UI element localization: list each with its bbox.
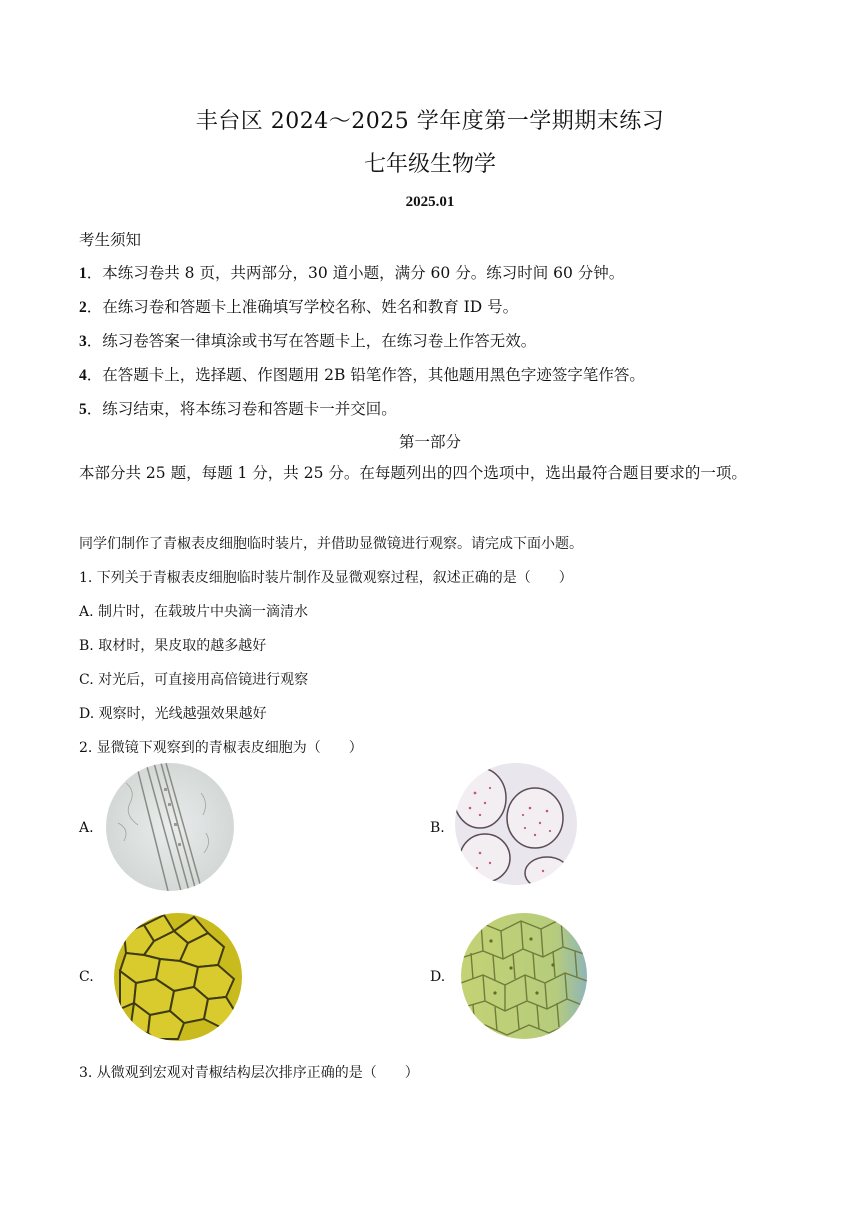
exam-title: 丰台区 2024～2025 学年度第一学期期末练习 — [195, 109, 665, 134]
question-1-option-c: C. 对光后，可直接用高倍镜进行观察 — [79, 672, 309, 688]
notice-item — [79, 261, 624, 283]
micrograph-a-image — [106, 763, 234, 891]
notice-item — [79, 397, 397, 419]
question-2-label-b: B. — [430, 820, 445, 836]
notice-item — [79, 329, 536, 351]
question-1-option-d: D. 观察时，光线越强效果越好 — [79, 706, 267, 722]
notice-heading: 考生须知 — [79, 231, 142, 249]
question-2-label-d: D. — [430, 969, 446, 985]
question-1-option-a: A. 制片时，在载玻片中央滴一滴清水 — [79, 604, 309, 620]
question-context: 同学们制作了青椒表皮细胞临时装片，并借助显微镜进行观察。请完成下面小题。 — [79, 536, 583, 552]
question-2-label-a: A. — [79, 820, 94, 836]
part-intro: 本部分共 25 题，每题 1 分，共 25 分。在每题列出的四个选项中，选出最符合题目要求的一项。 — [79, 464, 747, 482]
notice-item-text: ．在练习卷和答题卡上准确填写学校名称、姓名和教育 ID 号。 — [86, 298, 519, 316]
notice-item-number: 1 — [79, 265, 87, 282]
part-heading: 第一部分 — [398, 433, 461, 451]
question-2-label-c: C. — [79, 969, 94, 985]
notice-item — [79, 295, 518, 317]
exam-subtitle: 七年级生物学 — [363, 152, 496, 177]
question-1-stem: 1. 下列关于青椒表皮细胞临时装片制作及显微观察过程，叙述正确的是（ ） — [79, 570, 573, 586]
question-2-stem: 2. 显微镜下观察到的青椒表皮细胞为（ ） — [79, 740, 363, 756]
micrograph-c-image — [114, 913, 242, 1041]
notice-item — [79, 363, 645, 385]
notice-item-number: 4 — [79, 367, 87, 384]
notice-item-text: ．在答题卡上，选择题、作图题用 2B 铅笔作答，其他题用黑色字迹签字笔作答。 — [86, 366, 645, 384]
micrograph-b-image — [455, 763, 577, 885]
notice-item-number: 2 — [79, 299, 87, 316]
notice-item-number: 5 — [79, 401, 87, 418]
micrograph-d-image — [461, 913, 587, 1039]
question-3-stem: 3. 从微观到宏观对青椒结构层次排序正确的是（ ） — [79, 1065, 419, 1081]
notice-item-text: ．练习结束，将本练习卷和答题卡一并交回。 — [86, 400, 397, 418]
question-1-option-b: B. 取材时，果皮取的越多越好 — [79, 638, 267, 654]
notice-item-number: 3 — [79, 333, 87, 350]
exam-date: 2025.01 — [405, 194, 455, 210]
notice-item-text: ．练习卷答案一律填涂或书写在答题卡上，在练习卷上作答无效。 — [86, 332, 537, 350]
notice-item-text: ．本练习卷共 8 页，共两部分，30 道小题，满分 60 分。练习时间 60 分钟。 — [86, 264, 625, 282]
